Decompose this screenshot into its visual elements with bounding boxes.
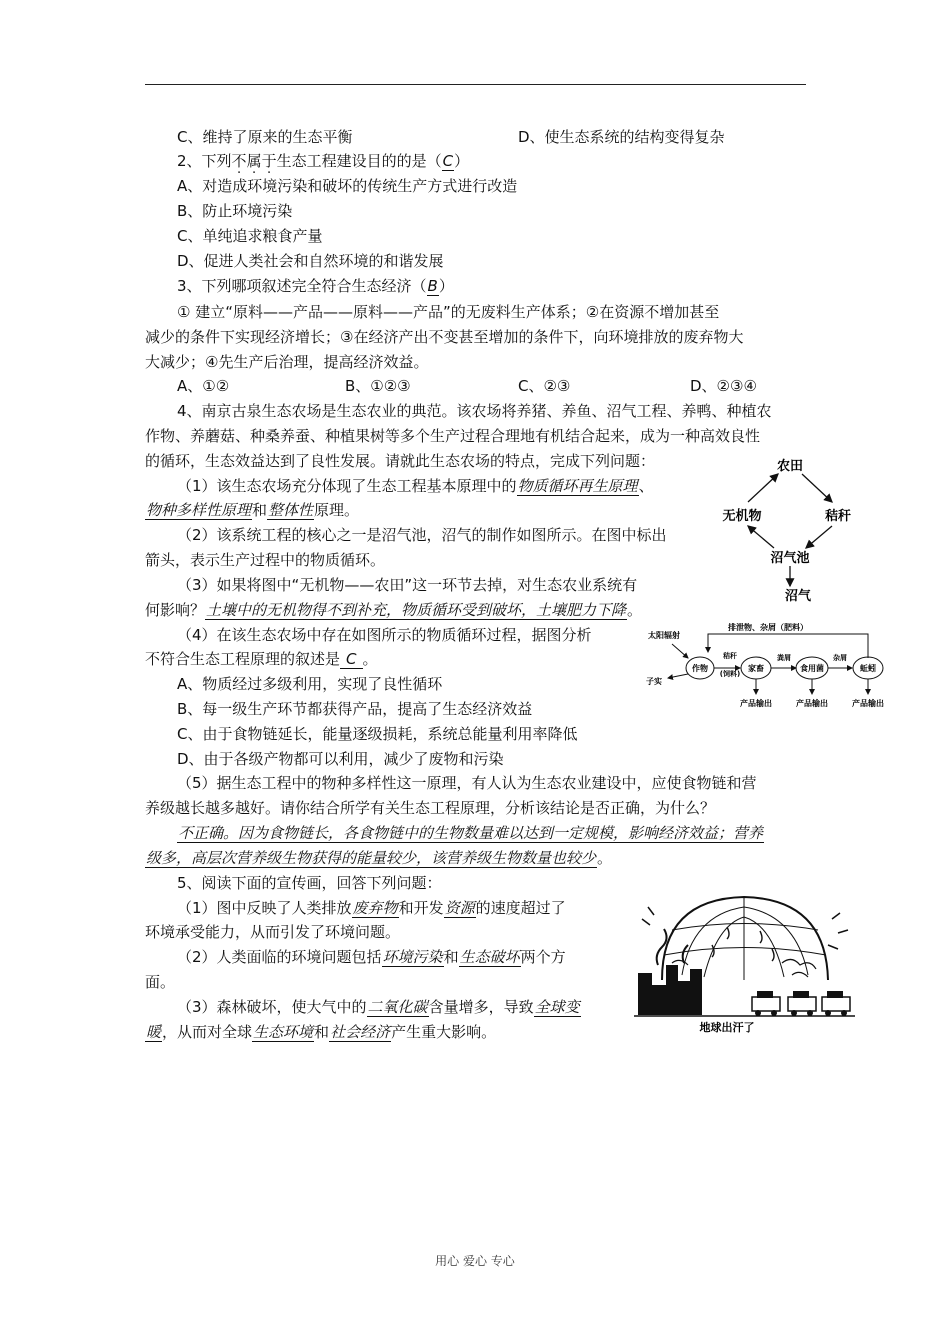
label-output-2: 产品输出 — [796, 699, 828, 708]
arrow-straw-pit — [806, 526, 832, 548]
q2-option-d: D、促进人类社会和自然环境的和谐发展 — [177, 252, 444, 270]
q3-option-d: D、②③④ — [690, 377, 757, 395]
q4-3-line1: （3）如果将图中“无机物——农田”这一环节去掉，对生态农业系统有 — [177, 576, 638, 594]
q5-1-line2: 环境承受能力，从而引发了环境问题。 — [145, 923, 401, 941]
q4-1-line2: 物种多样性原理和整体性原理。 — [146, 501, 360, 519]
question-5: 5、阅读下面的宣传画，回答下列问题： — [177, 874, 442, 892]
q4-5-line2: 养级越长越多越好。请你结合所学有关生态工程原理，分析该结论是否正确，为什么？ — [145, 799, 716, 817]
q3-para-line2: 减少的条件下实现经济增长；③在经济产出不变甚至增加的条件下，向环境排放的废弃物大 — [145, 328, 744, 346]
svg-text:食用菌: 食用菌 — [800, 664, 824, 673]
q2-option-c: C、单纯追求粮食产量 — [177, 227, 323, 245]
node-inorganic: 无机物 — [722, 509, 762, 524]
answer-q4-1-a: 物质循环再生原理 — [517, 477, 638, 495]
label-manure: 粪屑 — [777, 654, 791, 662]
q4-1-line1: （1）该生态农场充分体现了生态工程基本原理中的物质循环再生原理、 — [177, 477, 654, 495]
answer-q5-3-a: 二氧化碳 — [367, 998, 428, 1016]
poster-caption: 地球出汗了 — [699, 1021, 755, 1034]
q4-4-option-a: A、物质经过多级利用，实现了良性循环 — [177, 675, 443, 693]
arrow-pit-inorganic — [748, 526, 774, 548]
answer-q4-3: 土壤中的无机物得不到补充，物质循环受到破坏，土壤肥力下降 — [206, 601, 627, 619]
answer-q5-2-a: 环境污染 — [382, 948, 443, 966]
q5-2-line1: （2）人类面临的环境问题包括环境污染和生态破坏两个方 — [177, 948, 566, 966]
answer-q5-3-c: 生态环境 — [253, 1023, 314, 1041]
question-3: 3、下列哪项叙述完全符合生态经济（B） — [177, 277, 454, 295]
answer-q4-1-c: 整体性 — [268, 501, 314, 519]
biogas-cycle-diagram — [710, 452, 860, 612]
q5-3-line1: （3）森林破坏，使大气中的二氧化碳含量增多，导致全球变 — [177, 998, 580, 1016]
q5-2-line2: 面。 — [145, 973, 176, 991]
q3-option-c: C、②③ — [518, 377, 571, 395]
label-excrement: 排泄物、杂屑（肥料） — [728, 623, 808, 632]
q1-option-c: C、维持了原来的生态平衡 — [177, 128, 353, 146]
q5-3-line2: 暖，从而对全球生态环境和社会经济产生重大影响。 — [146, 1023, 497, 1041]
q4-para-line2: 作物、养蘑菇、种桑养蚕、种植果树等多个生产过程合理地有机结合起来，成为一种高效良性 — [145, 427, 761, 445]
label-straw: 秸秆 — [723, 652, 737, 660]
q4-4-option-c: C、由于食物链延长，能量逐级损耗，系统总能量利用率降低 — [177, 725, 578, 743]
q3-option-a: A、①② — [177, 377, 230, 395]
q4-2-line1: （2）该系统工程的核心之一是沼气池，沼气的制作如图所示。在图中标出 — [177, 526, 667, 544]
question-2: 2、下列不属于生态工程建设目的的是（C） — [177, 152, 470, 170]
answer-q4-4: C — [340, 650, 362, 669]
svg-text:蚯蚓: 蚯蚓 — [860, 664, 876, 673]
q4-para-line1: 4、南京古泉生态农场是生态农业的典范。该农场将养猪、养鱼、沼气工程、养鸭、种植农 — [177, 402, 772, 420]
q4-4-option-b: B、每一级生产环节都获得产品，提高了生态经济效益 — [177, 700, 533, 718]
q3-option-b: B、①②③ — [345, 377, 411, 395]
q4-2-line2: 箭头，表示生产过程中的物质循环。 — [145, 551, 386, 569]
answer-q4-5-a: 不正确。因为食物链长，各食物链中的生物数量难以达到一定规模，影响经济效益；营养 — [178, 824, 764, 842]
label-scraps: 杂屑 — [833, 654, 847, 662]
label-feed: (饲料) — [719, 670, 741, 678]
svg-text:家畜: 家畜 — [748, 664, 764, 673]
q5-1-line1: （1）图中反映了人类排放废弃物和开发资源的速度超过了 — [177, 899, 566, 917]
svg-text:作物: 作物 — [692, 664, 708, 673]
answer-q5-2-b: 生态破坏 — [459, 948, 520, 966]
label-output-3: 产品输出 — [852, 699, 884, 708]
q3-para-line3: 大减少；④先生产后治理，提高经济效益。 — [145, 353, 429, 371]
q4-5-answer-line2: 级多，高层次营养级生物获得的能量较少，该营养级生物数量也较少。 — [146, 849, 613, 867]
answer-q5-1-b: 资源 — [444, 899, 475, 917]
answer-q4-5-b: 级多，高层次营养级生物获得的能量较少，该营养级生物数量也较少 — [146, 849, 597, 867]
q4-5-line1: （5）据生态工程中的物种多样性这一原理，有人认为生态农业建设中，应使食物链和营 — [177, 774, 757, 792]
answer-q3: B — [427, 277, 438, 295]
farm-material-cycle-diagram — [638, 618, 890, 712]
arrow-inorganic-farmland — [748, 474, 778, 502]
q2-option-a: A、对造成环境污染和破坏的传统生产方式进行改造 — [177, 177, 518, 195]
q3-para-line1: ① 建立“原料——产品——原料——产品”的无废料生产体系；②在资源不增加甚至 — [177, 303, 720, 321]
node-biogas: 沼气 — [784, 589, 812, 604]
label-output-1: 产品输出 — [740, 699, 772, 708]
q4-4-option-d: D、由于各级产物都可以利用，减少了废物和污染 — [177, 750, 504, 768]
q4-3-line2: 何影响？土壤中的无机物得不到补充，物质循环受到破坏，土壤肥力下降。 — [145, 601, 643, 619]
answer-q4-1-b: 物种多样性原理 — [146, 501, 252, 519]
arrow-farmland-straw — [802, 474, 832, 502]
q4-5-answer-line1 — [177, 823, 764, 843]
answer-q5-3-d: 社会经济 — [330, 1023, 391, 1041]
label-seeds: 子实 — [646, 677, 662, 686]
earth-sweating-poster — [632, 885, 857, 1037]
q4-4-line1: （4）在该生态农场中存在如图所示的物质循环过程，据图分析 — [177, 626, 592, 644]
answer-q5-3-b: 全球变 — [534, 998, 580, 1016]
header-rule — [145, 84, 806, 85]
answer-q5-3-b-cont: 暖 — [146, 1023, 162, 1041]
q1-option-d: D、使生态系统的结构变得复杂 — [518, 128, 725, 146]
node-biogas-pit: 沼气池 — [770, 551, 810, 566]
answer-q2: C — [442, 152, 454, 170]
node-straw: 秸秆 — [824, 509, 852, 524]
q4-para-line3: 的循环，生态效益达到了良性发展。请就此生态农场的特点，完成下列问题： — [145, 452, 656, 470]
q4-4-line2: 不符合生态工程原理的叙述是 C 。 — [145, 650, 378, 668]
label-sun: 太阳辐射 — [648, 631, 680, 640]
q2-option-b: B、防止环境污染 — [177, 202, 293, 220]
node-farmland: 农田 — [776, 459, 804, 474]
answer-q5-1-a: 废弃物 — [352, 899, 398, 917]
page-footer: 用心 爱心 专心 — [435, 1254, 515, 1268]
